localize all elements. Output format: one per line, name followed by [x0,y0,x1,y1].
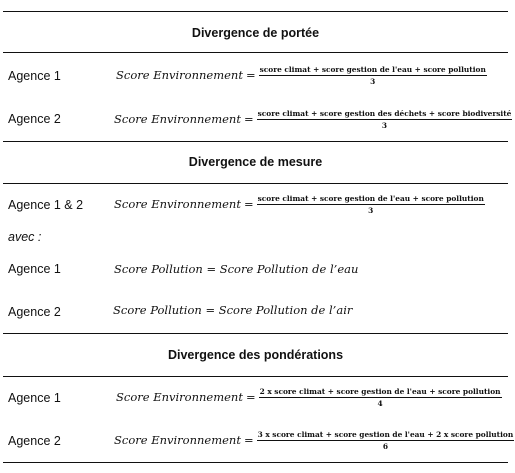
section-title-measure: Divergence de mesure [188,155,323,169]
agency-label: Agence 1 & 2 [8,198,84,212]
formula-environment [114,104,512,134]
avec-label: avec : [8,230,42,244]
bottom-rule [3,462,508,463]
formula-environment [116,382,502,412]
agency-label: Agence 2 [8,112,61,126]
formula-pollution [114,261,358,277]
section-title-weights: Divergence des pondérations [167,348,344,362]
rule-after-title-2 [3,183,508,184]
equals-sign: = [245,68,256,82]
agency-label: Agence 2 [8,434,61,448]
fraction-denominator: 3 [370,76,376,86]
formula-environment [114,189,485,219]
fraction-numerator: score climat + score gestion de l'eau + score pollution [257,193,484,203]
formula-lhs: Score Environnement [116,68,243,82]
equals-sign: = [243,433,254,447]
rule-after-section-2 [3,333,508,334]
formula-lhs: Score Environnement [114,112,241,126]
fraction [257,109,513,130]
fraction-denominator: 4 [377,398,383,408]
formula-text: Score Pollution = Score Pollution de l’air [113,303,353,317]
formula-lhs: Score Environnement [116,390,243,404]
fraction-denominator: 3 [381,120,388,130]
formula-text: Score Pollution = Score Pollution de l’eau [114,262,359,276]
fraction [259,65,487,86]
rule-after-title-3 [3,376,508,377]
top-rule [3,11,508,12]
formula-environment [116,60,487,90]
equals-sign: = [245,390,256,404]
equals-sign: = [243,112,254,126]
formula-lhs: Score Environnement [114,433,241,447]
fraction-denominator: 3 [368,205,374,215]
formula-lhs: Score Environnement [114,197,241,211]
fraction-numerator: score climat + score gestion de l'eau + score pollution [259,64,486,74]
formula-environment [114,425,514,455]
fraction [257,430,515,451]
fraction-numerator: score climat + score gestion des déchets + score biodiversité [257,108,512,118]
agency-label: Agence 1 [8,69,61,83]
agency-label: Agence 1 [8,391,61,405]
section-title-scope: Divergence de portée [191,26,320,40]
fraction [257,194,485,215]
agency-label: Agence 1 [8,262,61,276]
fraction-numerator: 3 x score climat + score gestion de l'eau + 2 x score pollution [257,429,514,439]
rule-after-section-1 [3,141,508,142]
fraction-denominator: 6 [382,441,388,451]
fraction-numerator: 2 x score climat + score gestion de l'eau + score pollution [259,386,501,396]
fraction [259,387,502,408]
agency-label: Agence 2 [8,305,61,319]
rule-after-title-1 [3,52,508,53]
equals-sign: = [243,197,254,211]
formula-pollution [113,302,352,318]
